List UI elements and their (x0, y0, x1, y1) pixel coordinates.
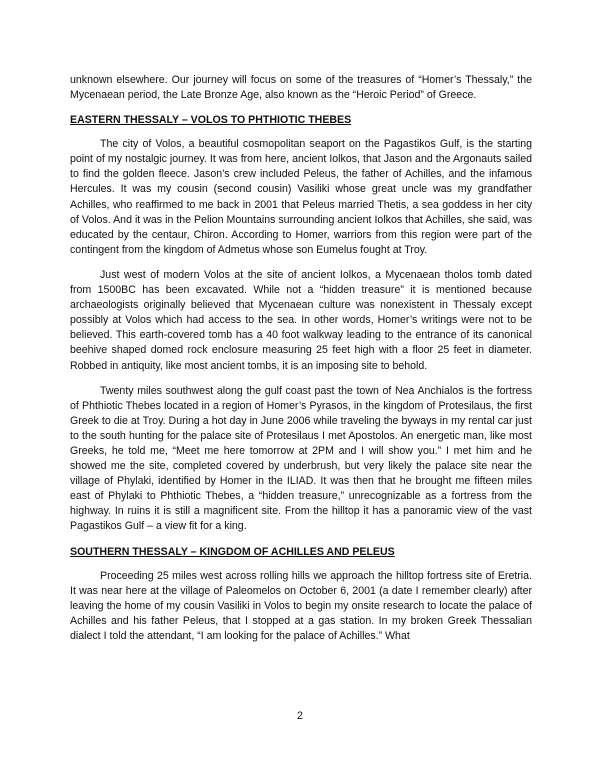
body-paragraph: Twenty miles southwest along the gulf coast past the town of Nea Anchialos is the fortress of Phthiotic Thebes located in a region of Homer’s Pyrasos, in the kingdom of Protesilaus, the first Greek to die at Troy. During a hot day in June 2006 while traveling the byways in my rental car just to the south hunting for the palace site of Protesilaus I met Apostolos. An energetic man, like most Greeks, he told me, “Meet me here tomorrow at 2PM and I will show you.” I met him and he showed me the site, completed covered by underbrush, but very likely the palace site near the village of Phylaki, identified by Homer in the ILIAD. It was then that he brought me fifteen miles east of Phylaki to Phthiotic Thebes, a “hidden treasure,” unrecognizable as a fortress from the highway. In ruins it is still a magnificent site. From the hilltop it has a panoramic view of the vast Pagastikos Gulf – a view fit for a king. (70, 384, 532, 533)
page-number: 2 (297, 710, 303, 722)
body-paragraph: Just west of modern Volos at the site of ancient Iolkos, a Mycenaean tholos tomb dated from 1500BC has been excavated. While not a “hidden treasure” it is mentioned because archaeologists originally believed that Mycenaean culture was nonexistent in Thessaly except possibly at Volos which had access to the sea. In other words, Homer’s writings were not to be believed. This earth-covered tomb has a 40 foot walkway leading to the entrance of its canonical beehive shaped domed rock enclosure measuring 25 feet high with a floor 25 feet in diameter. Robbed in antiquity, like most ancient tombs, it is an imposing site to behold. (70, 268, 532, 372)
section-heading-eastern-thessaly: EASTERN THESSALY – VOLOS TO PHTHIOTIC THEBES (70, 114, 352, 127)
body-paragraph: Proceeding 25 miles west across rolling hills we approach the hilltop fortress site of Eretria. It was near here at the village of Paleomelos on October 6, 2001 (a date I remember clearly) after leaving the home of my cousin Vasiliki in Volos to begin my onsite research to locate the palace of Achilles and his father Peleus, that I stopped at a gas station. In my broken Greek Thessalian dialect I told the attendant, “I am looking for the palace of Achilles.” What (70, 569, 532, 642)
body-paragraph: The city of Volos, a beautiful cosmopolitan seaport on the Pagastikos Gulf, is the starting point of my nostalgic journey. It was from here, ancient Iolkos, that Jason and the Argonauts sailed to find the golden fleece. Jason’s crew included Peleus, the father of Achilles, and the infamous Hercules. It was my cousin (second cousin) Vasiliki whose great uncle was my grandfather Achilles, who reaffirmed to me back in 2001 that Peleus married Thetis, a sea goddess in her city of Volos. And it was in the Pelion Mountains surrounding ancient Iolkos that Achilles, she said, was educated by the centaur, Chiron. According to Homer, warriors from this region were part of the contingent from the kingdom of Admetus whose son Eumelus fought at Troy. (70, 138, 532, 256)
intro-paragraph: unknown elsewhere. Our journey will focus on some of the treasures of “Homer’s Thessaly,” the Mycenaean period, the Late Bronze Age, also known as the “Heroic Period” of Greece. (70, 74, 532, 102)
section-heading-southern-thessaly: SOUTHERN THESSALY – KINGDOM OF ACHILLES AND PELEUS (70, 545, 395, 558)
